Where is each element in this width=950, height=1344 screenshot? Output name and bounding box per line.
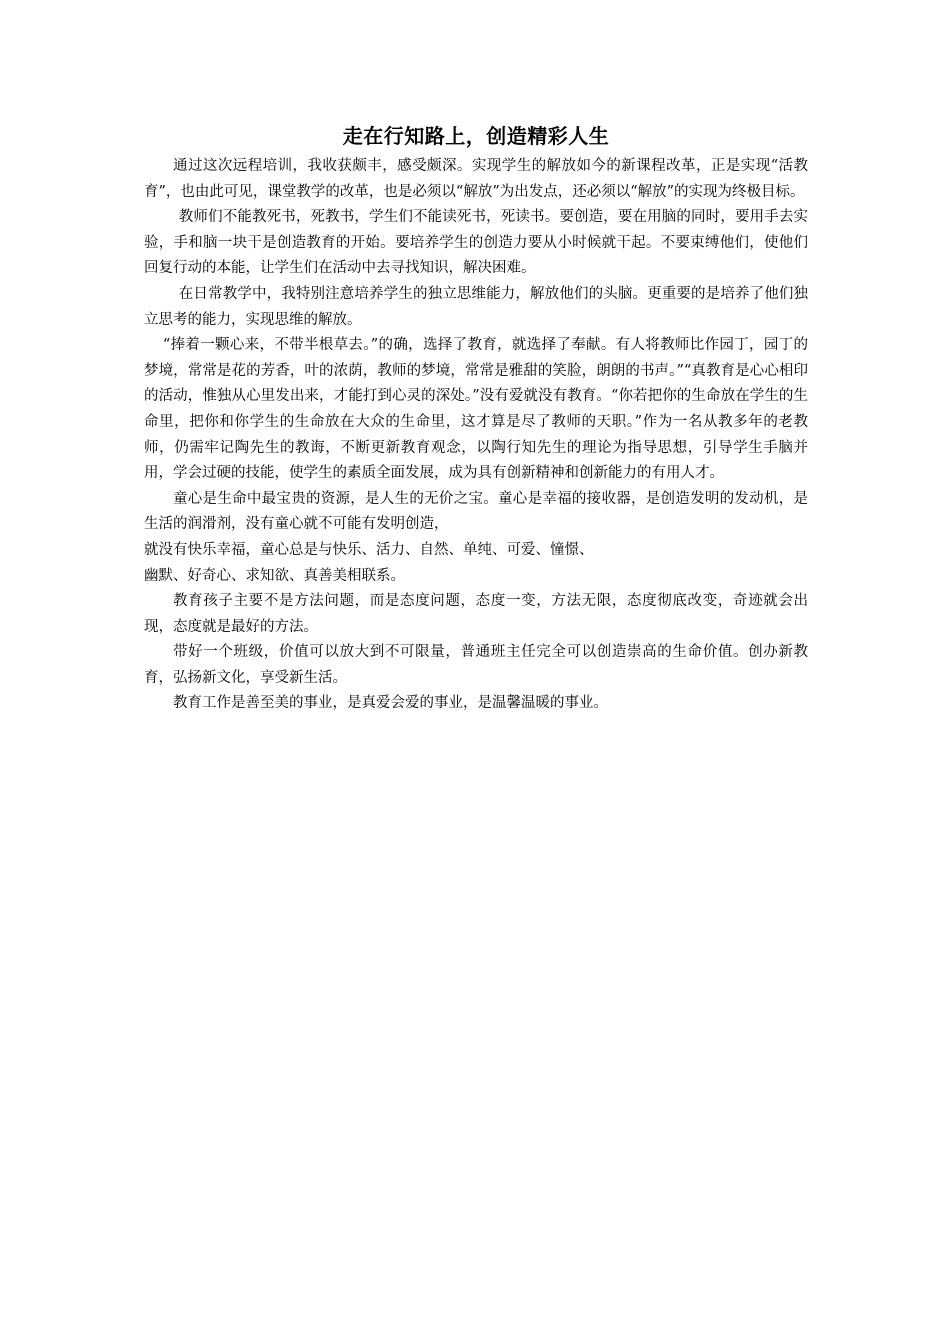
paragraph-2: 教师们不能教死书，死教书，学生们不能读死书，死读书。要创造，要在用脑的同时，要用手去实验，手和脑一块干是创造教育的开始。要培养学生的创造力要从小时候就干起。不要束缚他们，使他们回复行动的本能，让学生们在活动中去寻找知识，解决困难。 xyxy=(144,209,808,277)
paragraph-5-line-3: 幽默、好奇心、求知欲、真善美相联系。 xyxy=(144,567,405,584)
paragraph-7: 带好一个班级，价值可以放大到不可限量，普通班主任完全可以创造崇高的生命价值。创办新教育，弘扬新文化，享受新生活。 xyxy=(144,644,808,686)
paragraph-6: 教育孩子主要不是方法问题，而是态度问题，态度一变，方法无限，态度彻底改变，奇迹就会出现，态度就是最好的方法。 xyxy=(144,593,808,635)
paragraph-3: 在日常教学中，我特别注意培养学生的独立思维能力，解放他们的头脑。更重要的是培养了他们独立思考的能力，实现思维的解放。 xyxy=(144,285,808,328)
document-page xyxy=(144,118,808,717)
paragraph-5-line-2: 就没有快乐幸福，童心总是与快乐、活力、自然、单纯、可爱、憧憬、 xyxy=(144,541,594,558)
document-title: 走在行知路上，创造精彩人生 xyxy=(342,124,610,148)
paragraph-1: 通过这次远程培训，我收获颇丰，感受颇深。实现学生的解放如今的新课程改革，正是实现“活教育”，也由此可见，课堂教学的改革，也是必须以“解放”为出发点，还必须以“解放”的实现为终极目标。 xyxy=(144,158,808,200)
paragraph-4: “捧着一颗心来，不带半根草去。”的确，选择了教育，就选择了奉献。有人将教师比作园丁，园丁的梦境，常常是花的芳香，叶的浓荫，教师的梦境，常常是雅甜的笑脸，朗朗的书声。”“真教育是心心相印的活动，惟独从心里发出来，才能打到心灵的深处。”没有爱就没有教育。“你若把你的生命放在学生的生命里，把你和你学生的生命放在大众的生命里，这才算是尽了教师的天职。”作为一名从教多年的老教师，仍需牢记陶先生的教诲，不断更新教育观念，以陶行知先生的理论为指导思想，引导学生手脑并用，学会过硬的技能，使学生的素质全面发展，成为具有创新精神和创新能力的有用人才。 xyxy=(144,337,808,482)
paragraph-8: 教育工作是善至美的事业，是真爱会爱的事业，是温馨温暖的事业。 xyxy=(173,695,608,712)
paragraph-5: 童心是生命中最宝贵的资源，是人生的无价之宝。童心是幸福的接收器，是创造发明的发动机，是生活的润滑剂，没有童心就不可能有发明创造， xyxy=(144,490,808,533)
